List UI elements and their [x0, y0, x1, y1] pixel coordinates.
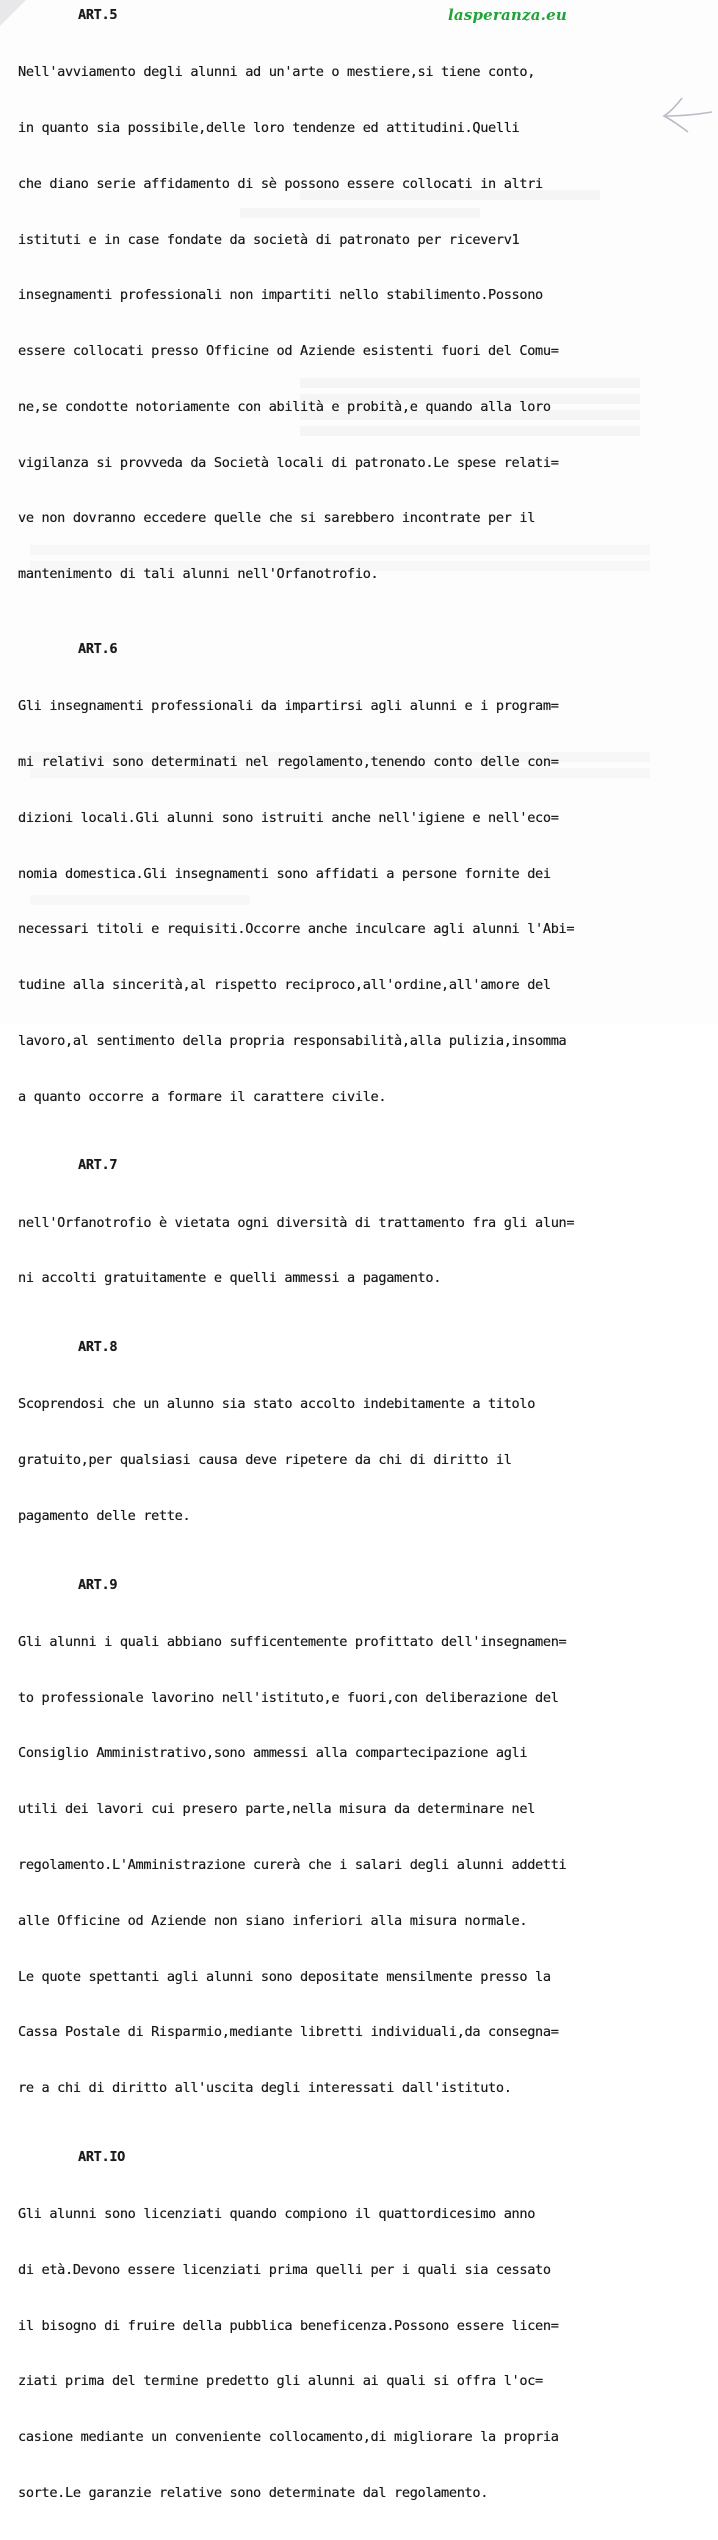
text-line: di età.Devono essere licenziati prima quelli per i quali sia cessato	[18, 2261, 551, 2278]
article-heading: ART.IO	[78, 2148, 126, 2165]
text-line: to professionale lavorino nell'istituto,e fuori,con deliberazione del	[18, 1689, 559, 1706]
article-8	[18, 1338, 708, 1563]
article-9	[18, 1576, 708, 2135]
text-line: tudine alla sincerità,al rispetto reciproco,all'ordine,all'amore del	[18, 977, 551, 994]
text-line: a quanto occorre a formare il carattere civile.	[18, 1088, 387, 1105]
article-heading: ART.6	[78, 641, 118, 657]
text-line: nell'Orfanotrofio è vietata ogni diversità di trattamento fra gli alun=	[18, 1214, 575, 1231]
text-line: Consiglio Amministrativo,sono ammessi alla compartecipazione agli	[18, 1745, 528, 1762]
article-paragraph	[18, 26, 708, 621]
article-paragraph	[18, 660, 708, 1143]
article-7	[18, 1156, 708, 1325]
text-line: sorte.Le garanzie relative sono determinate dal regolamento.	[18, 2485, 489, 2502]
text-line: vigilanza si provveda da Società locali di patronato.Le spese relati=	[18, 454, 559, 471]
text-line: ziati prima del termine predetto gli alunni ai quali si offra l'oc=	[18, 2373, 543, 2390]
text-line: in quanto sia possibile,delle loro tendenze ed attitudini.Quelli	[18, 119, 520, 136]
article-6	[18, 640, 708, 1143]
text-line: necessari titoli e requisiti.Occorre anche inculcare agli alunni l'Abi=	[18, 921, 575, 938]
text-line: pagamento delle rette.	[18, 1507, 191, 1524]
text-line: regolamento.L'Amministrazione curerà che i salari degli alunni addetti	[18, 1857, 567, 1874]
text-line: ni accolti gratuitamente e quelli ammessi a pagamento.	[18, 1270, 442, 1287]
text-line: Gli alunni i quali abbiano sufficentemente profittato dell'insegnamen=	[18, 1633, 567, 1650]
text-line: lavoro,al sentimento della propria responsabilità,alla pulizia,insomma	[18, 1032, 567, 1049]
article-paragraph	[18, 1176, 708, 1325]
text-line: re a chi di diritto all'uscita degli interessati dall'istituto.	[18, 2080, 512, 2097]
text-line: istituti e in case fondate da società di patronato per riceverv1	[18, 231, 520, 248]
text-line: ne,se condotte notoriamente con abilità e probità,e quando alla loro	[18, 398, 551, 415]
text-line: Cassa Postale di Risparmio,mediante libretti individuali,da consegna=	[18, 2024, 559, 2041]
text-line: Nell'avviamento degli alunni ad un'arte o mestiere,si tiene conto,	[18, 64, 536, 81]
text-line: mi relativi sono determinati nel regolamento,tenendo conto delle con=	[18, 753, 559, 770]
text-line: essere collocati presso Officine od Aziende esistenti fuori del Comu=	[18, 343, 559, 360]
document-body	[18, 6, 708, 2540]
text-line: ve non dovranno eccedere quelle che si sarebbero incontrate per il	[18, 510, 536, 527]
text-line: il bisogno di fruire della pubblica beneficenza.Possono essere licen=	[18, 2317, 559, 2334]
article-heading: ART.5	[78, 7, 118, 23]
text-line: nomia domestica.Gli insegnamenti sono affidati a persone fornite dei	[18, 865, 551, 882]
article-paragraph	[18, 1596, 708, 2135]
article-heading: ART.9	[78, 1576, 118, 1593]
text-line: casione mediante un conveniente collocamento,di migliorare la propria	[18, 2429, 559, 2446]
site-watermark: lasperanza.eu	[448, 6, 567, 24]
text-line: che diano serie affidamento di sè possono essere collocati in altri	[18, 175, 543, 192]
text-line: insegnamenti professionali non impartiti nello stabilimento.Possono	[18, 287, 543, 304]
article-5	[18, 6, 708, 621]
article-heading: ART.8	[78, 1339, 118, 1356]
text-line: utili dei lavori cui presero parte,nella misura da determinare nel	[18, 1801, 536, 1818]
text-line: alle Officine od Aziende non siano inferiori alla misura normale.	[18, 1912, 528, 1929]
article-10	[18, 2148, 708, 2540]
article-paragraph	[18, 2168, 708, 2540]
text-line: Scoprendosi che un alunno sia stato accolto indebitamente a titolo	[18, 1396, 536, 1413]
text-line: Gli alunni sono licenziati quando compiono il quattordicesimo anno	[18, 2206, 536, 2223]
article-paragraph	[18, 1358, 708, 1563]
text-line: dizioni locali.Gli alunni sono istruiti anche nell'igiene e nell'eco=	[18, 809, 559, 826]
article-heading: ART.7	[78, 1157, 118, 1174]
text-line: mantenimento di tali alunni nell'Orfanotrofio.	[18, 566, 379, 583]
text-line: gratuito,per qualsiasi causa deve ripetere da chi di diritto il	[18, 1452, 512, 1469]
text-line: Le quote spettanti agli alunni sono depositate mensilmente presso la	[18, 1968, 551, 1985]
text-line: Gli insegnamenti professionali da impartirsi agli alunni e i program=	[18, 698, 559, 715]
